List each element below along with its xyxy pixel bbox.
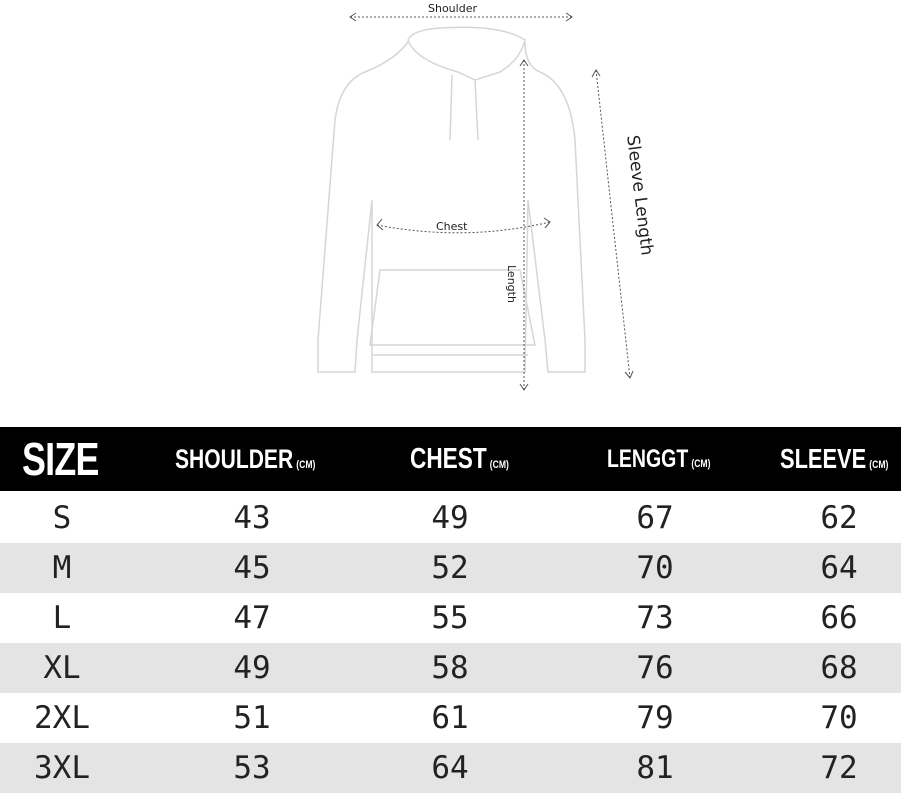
header-sleeve-unit: (CM) [869,459,889,471]
table-row [0,693,901,743]
table-row [0,593,901,643]
table-header [0,427,901,491]
cell-size: 3XL [34,750,90,786]
cell-chest: 49 [431,500,469,536]
cell-length: 73 [636,600,674,636]
cell-sleeve: 64 [820,550,858,586]
cell-length: 70 [636,550,674,586]
chest-label: Chest [436,220,468,233]
cell-shoulder: 43 [233,500,271,536]
table-row [0,743,901,793]
cell-chest: 55 [431,600,469,636]
cell-size: XL [43,650,81,686]
cell-shoulder: 51 [233,700,271,736]
sleeve-length-label: Sleeve Length [622,134,657,257]
header-size-label: SIZE [22,433,99,485]
size-chart-table [0,427,901,800]
header-chest [410,427,509,491]
cell-shoulder: 47 [233,600,271,636]
header-shoulder [175,427,315,491]
length-label: Length [505,265,518,303]
cell-chest: 52 [431,550,469,586]
header-shoulder-unit: (CM) [296,459,316,471]
cell-size: L [52,600,72,636]
header-chest-label: CHEST [410,443,487,475]
header-shoulder-label: SHOULDER [175,444,294,474]
header-length [607,427,710,491]
cell-length: 79 [636,700,674,736]
cell-length: 81 [636,750,674,786]
table-row [0,493,901,543]
header-sleeve [780,427,888,491]
cell-shoulder: 45 [233,550,271,586]
table-row [0,543,901,593]
table-row [0,643,901,693]
cell-size: 2XL [34,700,90,736]
header-size [22,427,99,491]
cell-length: 76 [636,650,674,686]
header-length-unit: (CM) [691,458,711,470]
cell-shoulder: 53 [233,750,271,786]
cell-sleeve: 72 [820,750,858,786]
header-chest-unit: (CM) [489,459,509,471]
cell-length: 67 [636,500,674,536]
shoulder-label: Shoulder [428,2,477,15]
cell-size: M [52,550,72,586]
cell-sleeve: 66 [820,600,858,636]
cell-sleeve: 68 [820,650,858,686]
cell-sleeve: 70 [820,700,858,736]
header-sleeve-label: SLEEVE [780,443,867,474]
header-length-label: LENGGT [607,445,689,473]
cell-size: S [52,500,72,536]
cell-shoulder: 49 [233,650,271,686]
cell-chest: 58 [431,650,469,686]
cell-chest: 64 [431,750,469,786]
cell-sleeve: 62 [820,500,858,536]
cell-chest: 61 [431,700,469,736]
